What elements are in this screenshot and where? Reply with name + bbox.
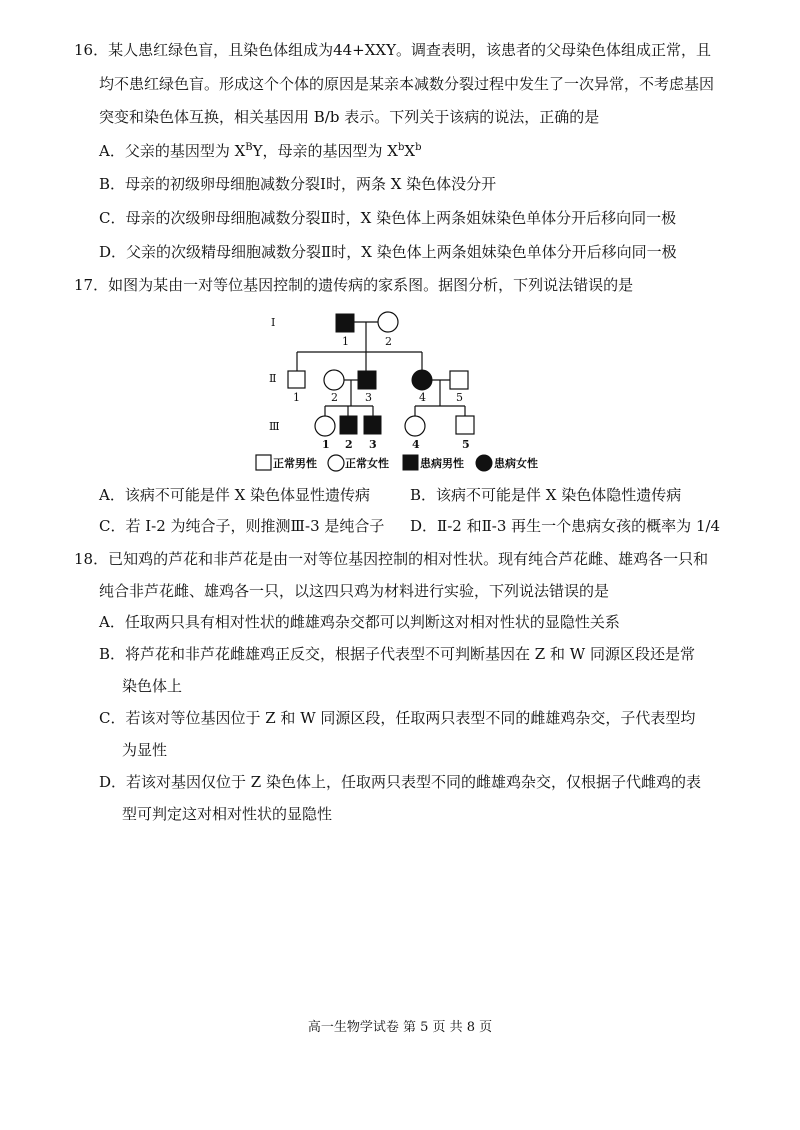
legend-normal-female-label: 正常女性 — [345, 457, 389, 470]
pedigree-II5-normal-male — [450, 371, 468, 389]
pedigree-III5-normal-male — [456, 416, 474, 434]
q18-option-b-line2: 染色体上 — [122, 677, 183, 695]
pedigree-gen-label-1: Ⅰ — [271, 316, 276, 329]
q16-option-a-text2: Y，母亲的基因型为 X — [252, 142, 398, 160]
q17-option-d: D．Ⅱ-2 和Ⅱ-3 再生一个患病女孩的概率为 1/4 — [410, 517, 721, 535]
page-footer: 高一生物学试卷 第 5 页 共 8 页 — [307, 1020, 493, 1035]
legend-affected-male-symbol — [403, 455, 418, 470]
pedigree-III4-normal-female — [405, 416, 425, 436]
pedigree-chart — [255, 302, 555, 482]
q18-option-c-line1: C．若该对等位基因位于 Z 和 W 同源区段，任取两只表型不同的雌雄鸡杂交，子代表型均 — [99, 709, 696, 727]
pedigree-III1-normal-female — [315, 416, 335, 436]
pedigree-gen-label-2: Ⅱ — [269, 372, 277, 385]
q18-option-a: A．任取两只具有相对性状的雌雄鸡杂交都可以判断这对相对性状的显隐性关系 — [99, 613, 620, 631]
pedigree-II4-affected-female — [412, 370, 432, 390]
q16-option-a-text1: A．父亲的基因型为 X — [99, 142, 246, 160]
q16-stem-line2: 均不患红绿色盲。形成这个个体的原因是某亲本减数分裂过程中发生了一次异常，不考虑基因 — [99, 75, 715, 93]
pedigree-II3-number: 3 — [365, 391, 372, 404]
q18-option-d-line1: D．若该对基因仅位于 Z 染色体上，任取两只表型不同的雌雄鸡杂交，仅根据子代雌鸡的表 — [99, 773, 701, 791]
legend-normal-male-label: 正常男性 — [273, 457, 317, 470]
pedigree-II2-normal-female — [324, 370, 344, 390]
q18-option-c-line2: 为显性 — [122, 741, 168, 759]
pedigree-I2-normal-female — [378, 312, 398, 332]
q16-option-a-text3: X — [404, 142, 416, 160]
q17-option-c: C．若 I-2 为纯合子，则推测Ⅲ-3 是纯合子 — [99, 517, 385, 535]
pedigree-lines — [297, 322, 465, 416]
q18-option-b-line1: B．将芦花和非芦花雌雄鸡正反交，根据子代表型不可判断基因在 Z 和 W 同源区段还是常 — [99, 645, 695, 663]
q17-option-b: B．该病不可能是伴 X 染色体隐性遗传病 — [410, 486, 682, 504]
q16-option-b: B．母亲的初级卵母细胞减数分裂Ⅰ时，两条 X 染色体没分开 — [99, 175, 497, 193]
q16-option-a-sup1: B — [245, 142, 253, 153]
q18-stem-line1: 18．已知鸡的芦花和非芦花是由一对等位基因控制的相对性状。现有纯合芦花雌、雄鸡各一只和 — [74, 550, 709, 568]
pedigree-gen-label-3: Ⅲ — [269, 420, 280, 433]
pedigree-III3-affected-male — [364, 416, 381, 434]
pedigree-II1-number: 1 — [293, 391, 300, 404]
q16-option-c: C．母亲的次级卵母细胞减数分裂Ⅱ时，X 染色体上两条姐妹染色单体分开后移向同一极 — [99, 209, 677, 227]
legend-normal-male-symbol — [256, 455, 271, 470]
q18-option-d-line2: 型可判定这对相对性状的显隐性 — [122, 805, 333, 823]
q16-option-a — [99, 141, 422, 161]
legend-affected-female-symbol — [476, 455, 492, 471]
pedigree-III4-number: 4 — [412, 438, 420, 451]
pedigree-III2-affected-male — [340, 416, 357, 434]
pedigree-III2-number: 2 — [345, 438, 353, 451]
pedigree-I2-number: 2 — [385, 335, 392, 348]
pedigree-I1-number: 1 — [342, 335, 349, 348]
q16-stem-line3: 突变和染色体互换，相关基因用 B/b 表示。下列关于该病的说法，正确的是 — [99, 108, 600, 126]
q16-option-a-sup2: b — [398, 142, 405, 153]
pedigree-I1-affected-male — [336, 314, 354, 332]
pedigree-II5-number: 5 — [456, 391, 463, 404]
q18-stem-line2: 纯合非芦花雌、雄鸡各一只，以这四只鸡为材料进行实验，下列说法错误的是 — [99, 582, 610, 600]
pedigree-III3-number: 3 — [369, 438, 377, 451]
pedigree-II2-number: 2 — [331, 391, 338, 404]
q16-option-a-sup3: b — [415, 142, 422, 153]
pedigree-III1-number: 1 — [322, 438, 330, 451]
q17-stem: 17．如图为某由一对等位基因控制的遗传病的家系图。据图分析，下列说法错误的是 — [74, 276, 634, 294]
q17-option-a: A．该病不可能是伴 X 染色体显性遗传病 — [99, 486, 371, 504]
legend-affected-male-label: 患病男性 — [420, 457, 464, 470]
pedigree-legend — [256, 455, 538, 471]
pedigree-II3-affected-male — [358, 371, 376, 389]
pedigree-II1-normal-male — [288, 371, 305, 388]
q16-option-d: D．父亲的次级精母细胞减数分裂Ⅱ时，X 染色体上两条姐妹染色单体分开后移向同一极 — [99, 243, 677, 261]
q16-stem-line1: 16．某人患红绿色盲，且染色体组成为44+XXY。调查表明，该患者的父母染色体组成正常，且 — [74, 41, 712, 59]
legend-normal-female-symbol — [328, 455, 344, 471]
pedigree-II4-number: 4 — [419, 391, 426, 404]
legend-affected-female-label: 患病女性 — [494, 457, 538, 470]
pedigree-III5-number: 5 — [462, 438, 470, 451]
